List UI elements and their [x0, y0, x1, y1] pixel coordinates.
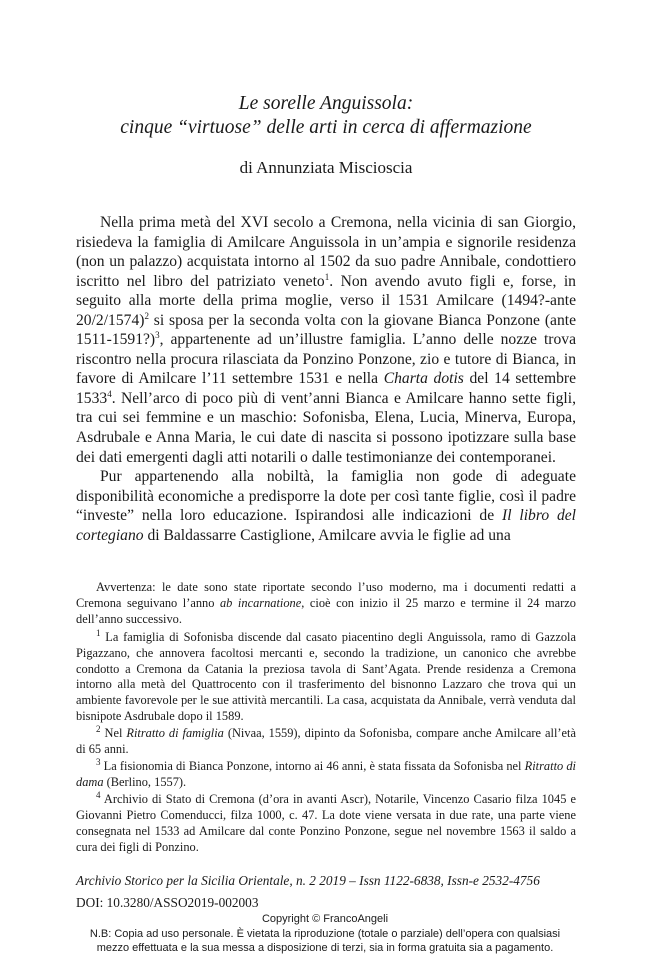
note-text: Archivio di Stato di Cremona (d’ora in avanti Ascr), Notarile, Vincenzo Casario filza 1045 e Giovanni Pietro Comenducci, filza 1000, c. 47. La dote viene versata in due rate, una parte viene consegnata nel 1533 ad Amilcare dal conte Ponzino Ponzone, segue nel novembre 1563 il saldo a cura dei figli di Ponzino.: [76, 791, 576, 854]
footnote-warning: [76, 580, 576, 628]
footnote-ref-2[interactable]: 2: [144, 310, 149, 321]
footnote-number: 4: [96, 789, 101, 800]
notice-line-2: mezzo effettuata e la sua messa a disposizione di terzi, sia in forma gratuita sia a pagamento.: [96, 942, 554, 954]
footnote-number: 1: [96, 627, 101, 638]
note-text: Avvertenza: le date sono state riportate secondo l’uso moderno, ma i documenti redatti a Cremona seguivano l’anno: [76, 580, 576, 610]
doi-line[interactable]: DOI: 10.3280/ASSO2019-002003: [76, 895, 259, 910]
body-text: Nella prima metà del XVI secolo a Cremona, nella vicinia di san Giorgio, risiedeva la famiglia di Amilcare Anguissola in un’ampia e signorile residenza (non un palazzo) acquistata intorno al 1502 da suo padre Annibale, condottiero iscritto nel libro del patriziato veneto: [76, 214, 576, 290]
body-text: si sposa per la seconda volta con la giovane Bianca Ponzone (ante 1511-1591?): [76, 311, 576, 349]
footnote-number: 2: [96, 724, 101, 735]
body-text: di Baldassarre Castiglione, Amilcare avvia le figlie ad una: [143, 526, 511, 544]
note-text: (Berlino, 1557).: [103, 774, 187, 789]
italic-title: Ritratto di dama: [76, 758, 576, 789]
italic-title: Charta dotis: [383, 370, 464, 388]
italic-title: Ritratto di famiglia: [126, 726, 224, 741]
author-byline: di Annunziata Miscioscia: [239, 158, 413, 177]
footnotes: [76, 580, 576, 856]
italic-title: Il libro del cortegiano: [76, 507, 577, 544]
body-text: . Nell’arco di poco più di vent’anni Bianca e Amilcare hanno sette figli, tra cui sei femmine e un maschio: Sofonisba, Elena, Lucia, Minerva, Europa, Asdrubale e Anna Maria, le cui date di nascita si possono ipotizzare sulla base dei dati emergenti dagli atti notarili o dalle testimonianze dei contemporanei.: [76, 389, 576, 466]
footnote-2: [76, 726, 576, 758]
body-text: . Non avendo avuto figli e, forse, in seguito alla morte della prima moglie, verso il 1531 Amilcare (1494?-ante 20/2/1574): [76, 272, 576, 329]
title-line-2: cinque “virtuose” delle arti in cerca di affermazione: [120, 117, 532, 138]
footnote-4: [76, 789, 576, 856]
journal-citation: Archivio Storico per la Sicilia Orientale, n. 2 2019 – Issn 1122-6838, Issn-e 2532-4756: [76, 873, 540, 888]
body-text: del 14 settembre 1533: [76, 370, 577, 407]
body-text: , appartenente ad un’illustre famiglia. L’anno delle nozze trova riscontro nella procura rilasciata da Ponzino Ponzone, zio e tutore di Bianca, in favore di Amilcare l’11 settembre 1531 e nella: [76, 331, 576, 388]
note-text: Nel: [100, 726, 127, 741]
body-paragraph-1: [76, 213, 576, 467]
notice-line-1: N.B: Copia ad uso personale. È vietata la riproduzione (totale o parziale) dell’opera con qualsiasi: [89, 927, 561, 940]
footnote-ref-4[interactable]: 4: [107, 388, 112, 399]
copyright-line: Copyright © FrancoAngeli: [261, 913, 389, 925]
title-line-1: Le sorelle Anguissola:: [238, 93, 414, 114]
article-title: [76, 92, 576, 140]
footnote-1: [76, 627, 576, 725]
note-text: La famiglia di Sofonisba discende dal casato piacentino degli Anguissola, ramo di Gazzola Pigazzano, che annovera facoltosi mercanti e, secondo la tradizione, un canonico che avrebbe condotto a Cremona da Catania la preziosa tavola di Sant’Agata. Prende residenza a Cremona intorno alla metà del Quattrocento con il trasferimento del bisnonno Lazzaro che trova qui un ambiente favorevole per le sue attività mercantili. La casa, acquistata da Annibale, verrà venduta dal bisnipote Asdrubale dopo il 1589.: [76, 629, 576, 724]
note-text: , cioè con inizio il 25 marzo e termine il 24 marzo dell’anno successivo.: [76, 595, 576, 626]
footnote-ref-1[interactable]: 1: [324, 271, 330, 282]
footnote-number: 3: [96, 756, 101, 767]
article-body: [76, 213, 576, 545]
body-text: Pur appartenendo alla nobiltà, la famiglia non gode di adeguate disponibilità economiche a predisporre la dote per così tante figlie, così il padre “investe” nella loro educazione. Ispirandosi alle indicazioni de: [76, 468, 576, 525]
copyright-footer: [0, 912, 650, 956]
body-paragraph-2: [76, 467, 576, 545]
footnote-ref-3[interactable]: 3: [155, 330, 160, 341]
italic-term: ab incarnatione: [219, 595, 302, 610]
footnote-3: [76, 756, 576, 791]
note-text: La fisionomia di Bianca Ponzone, intorno ai 46 anni, è stata fissata da Sofonisba nel: [100, 758, 525, 773]
note-text: (Nivaa, 1559), dipinto da Sofonisba, compare anche Amilcare all’età di 65 anni.: [76, 726, 576, 757]
